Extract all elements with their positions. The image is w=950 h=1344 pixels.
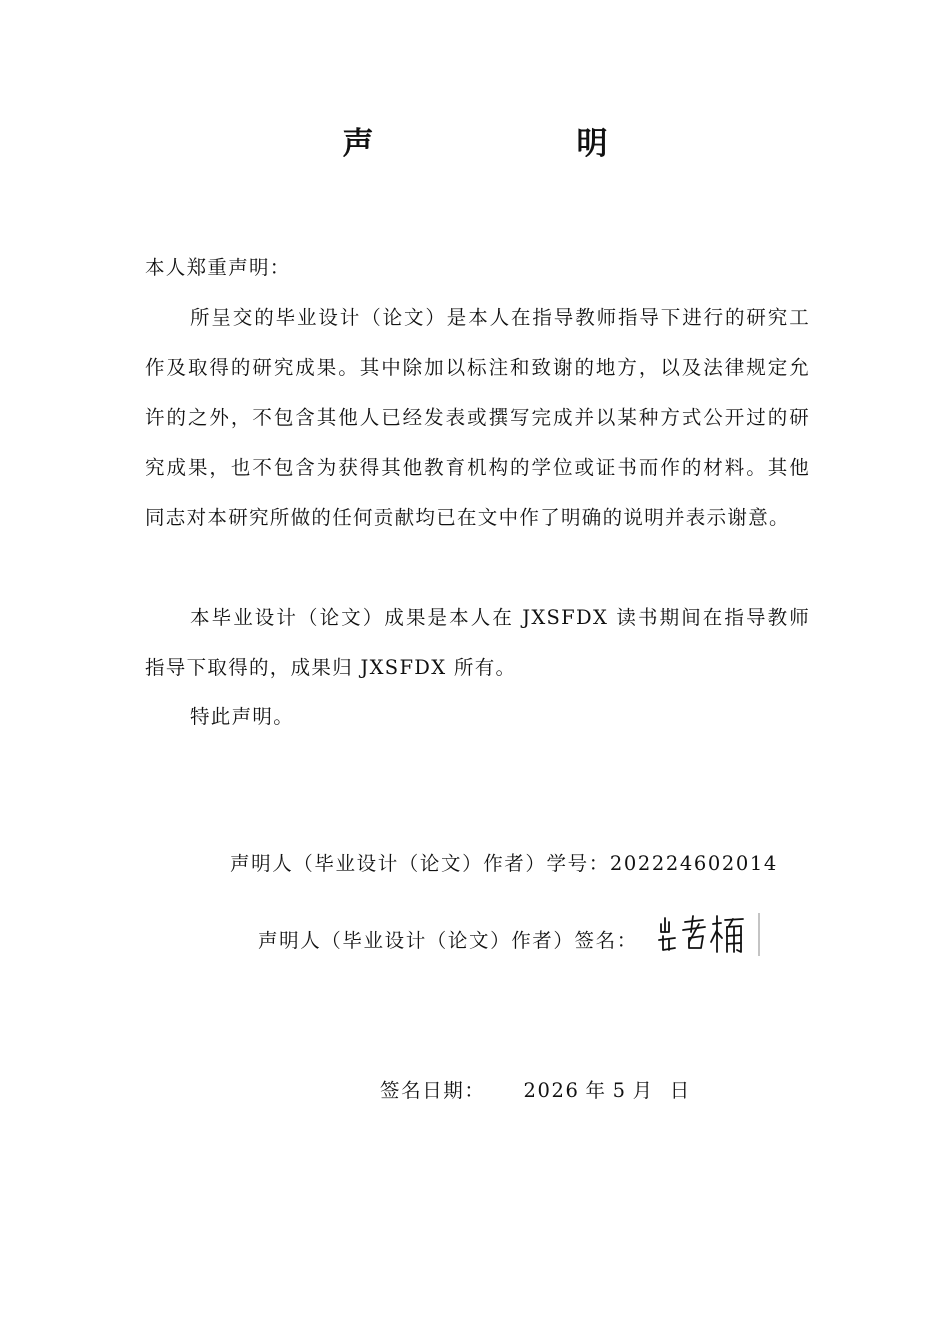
student-id-value: 202224602014 [609,852,778,875]
declaration-paragraph-2 [145,593,810,693]
date-year: 2026 [523,1079,580,1102]
date-month: 5 [612,1079,627,1102]
student-id-label: 声明人（毕业设计（论文）作者）学号： [230,852,610,875]
paragraph-text: 所呈交的毕业设计（论文）是本人在指导教师指导下进行的研究工作及取得的研究成果。其中除加以标注和致谢的地方，以及法律规定允许的之外，不包含其他人已经发表或撰写完成并以某种方式公开过的研究成果，也不包含为获得其他教育机构的学位或证书而作的材料。其他同志对本研究所做的任何贡献均已在文中作了明确的说明并表示谢意。 [145,306,810,529]
paragraph-text: 特此声明。 [190,705,295,728]
date-day-unit: 日 [669,1079,691,1102]
signature-label: 声明人（毕业设计（论文）作者）签名： [258,929,638,952]
date-label: 签名日期： [380,1079,486,1102]
document-title: 声 明 [342,126,694,162]
declaration-paragraph-1 [145,293,810,543]
signature-line [258,925,638,953]
date-year-unit: 年 [585,1079,607,1102]
handwritten-signature [655,910,765,960]
date-line [380,1075,691,1103]
paragraph-text: 本毕业设计（论文）成果是本人在 JXSFDX 读书期间在指导教师指导下取得的，成果归 JXSFDX 所有。 [145,606,810,679]
student-id-line [230,848,778,876]
opening-statement: 本人郑重声明： [145,256,291,279]
date-month-unit: 月 [632,1079,654,1102]
declaration-paragraph-3 [145,692,810,742]
